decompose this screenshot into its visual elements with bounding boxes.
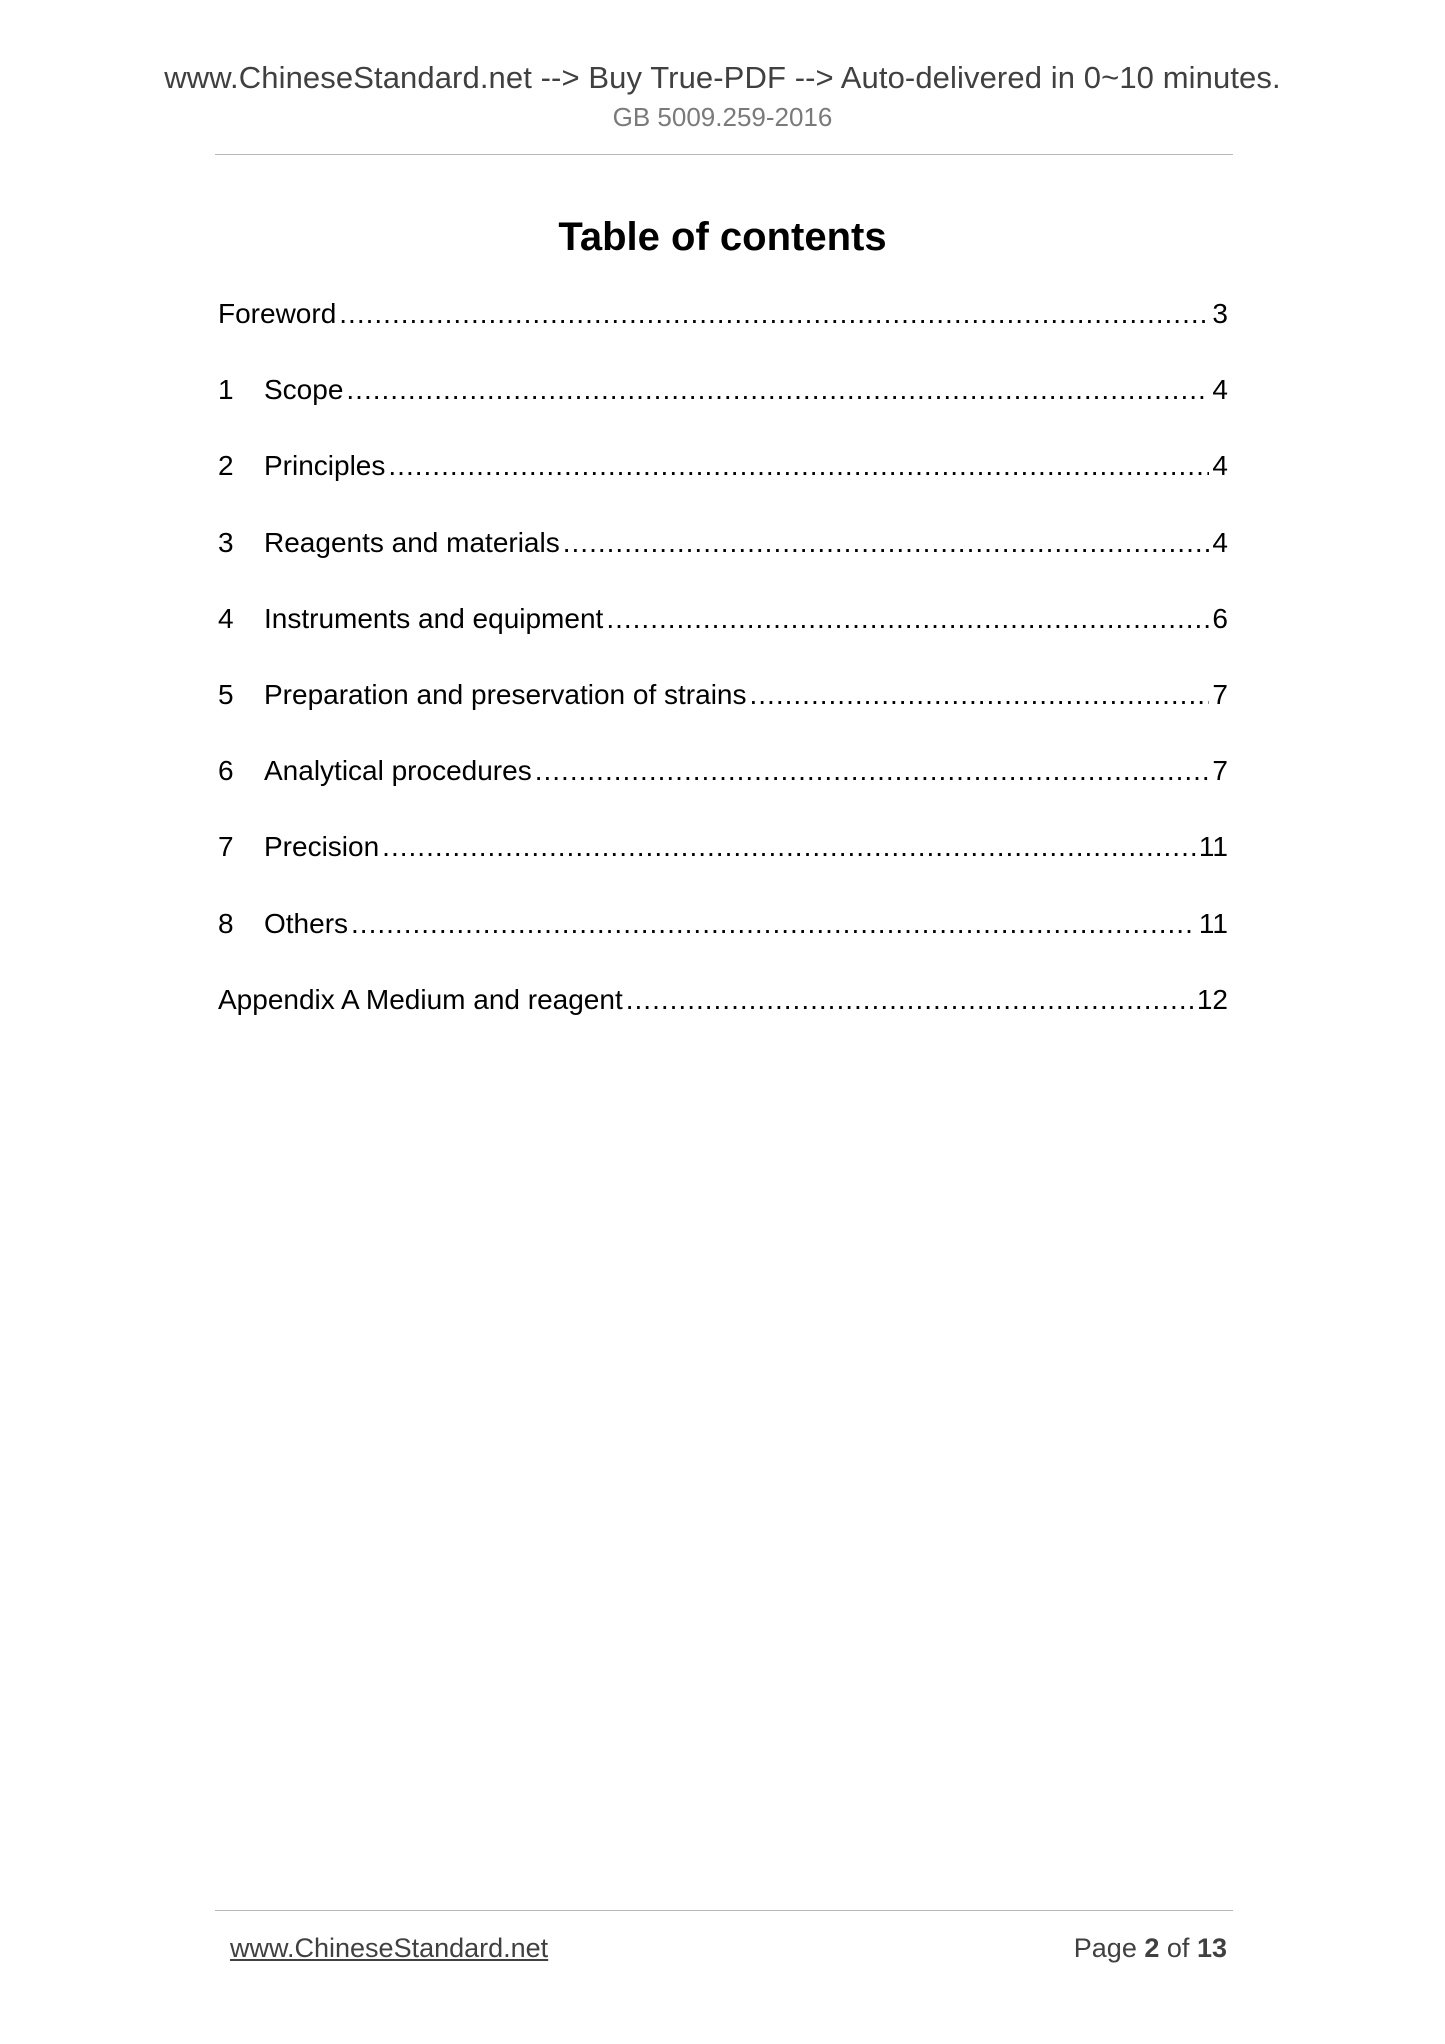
toc-entry-page: 3 bbox=[1212, 298, 1228, 329]
toc-dot-leader bbox=[606, 597, 1209, 641]
toc-dot-leader bbox=[626, 978, 1194, 1022]
toc-entry-reagents[interactable] bbox=[218, 521, 1228, 597]
toc-entry-procedures[interactable] bbox=[218, 749, 1228, 825]
toc-entry-label: Scope bbox=[264, 374, 344, 406]
toc-entry-label: Reagents and materials bbox=[264, 526, 560, 558]
toc-dot-leader bbox=[346, 368, 1209, 412]
toc-entry-strains[interactable] bbox=[218, 673, 1228, 749]
toc-entry-label: Analytical procedures bbox=[264, 755, 532, 787]
toc-entry-page: 7 bbox=[1212, 755, 1228, 787]
toc-entry-label: Others bbox=[264, 907, 349, 939]
toc-entry-appendix-a[interactable] bbox=[218, 978, 1228, 1054]
toc-entry-number: 7 bbox=[218, 831, 234, 863]
toc-entry-foreword[interactable] bbox=[218, 292, 1228, 368]
page-current: 2 bbox=[1144, 1933, 1160, 1963]
toc-entry-number: 3 bbox=[218, 526, 234, 558]
toc-dot-leader bbox=[351, 902, 1196, 946]
toc-entry-page: 4 bbox=[1212, 374, 1228, 406]
footer-divider bbox=[215, 1910, 1233, 1911]
toc-dot-leader bbox=[750, 673, 1210, 717]
toc-entry-others[interactable] bbox=[218, 902, 1228, 978]
toc-entry-number: 2 bbox=[218, 450, 234, 482]
toc-title: Table of contents bbox=[558, 215, 887, 259]
toc-dot-leader bbox=[382, 825, 1196, 869]
toc-entry-label: Foreword bbox=[218, 298, 337, 329]
page-number bbox=[1074, 1930, 1227, 1966]
page-prefix: Page bbox=[1073, 1933, 1137, 1963]
toc-entry-number: 6 bbox=[218, 755, 234, 787]
page-total: 13 bbox=[1196, 1933, 1227, 1963]
header-divider bbox=[215, 154, 1233, 155]
toc-dot-leader bbox=[563, 521, 1210, 565]
toc-entry-instruments[interactable] bbox=[218, 597, 1228, 673]
toc-entry-number: 1 bbox=[218, 374, 234, 406]
toc-entry-page: 11 bbox=[1198, 831, 1228, 863]
toc-entry-label: Preparation and preservation of strains bbox=[264, 678, 747, 710]
toc-dot-leader bbox=[339, 292, 1209, 336]
toc-entry-page: 12 bbox=[1196, 983, 1228, 1015]
footer-website-link[interactable]: www.ChineseStandard.net bbox=[230, 1933, 549, 1963]
toc-entry-page: 4 bbox=[1212, 450, 1228, 482]
page-of: of bbox=[1166, 1933, 1190, 1963]
toc-entry-label: Instruments and equipment bbox=[264, 602, 604, 634]
page-header bbox=[0, 58, 1445, 134]
toc-entry-page: 7 bbox=[1212, 678, 1228, 710]
toc-dot-leader bbox=[535, 749, 1210, 793]
toc-entry-page: 6 bbox=[1212, 602, 1228, 634]
standard-number: GB 5009.259-2016 bbox=[612, 102, 833, 132]
toc-entry-number: 4 bbox=[218, 602, 234, 634]
toc-entry-precision[interactable] bbox=[218, 825, 1228, 901]
toc-entry-number: 8 bbox=[218, 907, 234, 939]
header-promo-text: www.ChineseStandard.net --> Buy True-PDF --> Auto-delivered in 0~10 minutes. bbox=[164, 60, 1281, 95]
toc-entry-label: Principles bbox=[264, 450, 386, 482]
toc-entry-page: 4 bbox=[1212, 526, 1228, 558]
toc-entry-principles[interactable] bbox=[218, 444, 1228, 520]
toc-entry-scope[interactable] bbox=[218, 368, 1228, 444]
toc-entry-label: Precision bbox=[264, 831, 380, 863]
toc-entry-page: 11 bbox=[1198, 907, 1228, 939]
toc-list bbox=[218, 292, 1228, 1054]
toc-entry-number: 5 bbox=[218, 678, 234, 710]
toc-dot-leader bbox=[388, 444, 1209, 488]
toc-entry-label: Appendix A Medium and reagent bbox=[218, 983, 623, 1015]
